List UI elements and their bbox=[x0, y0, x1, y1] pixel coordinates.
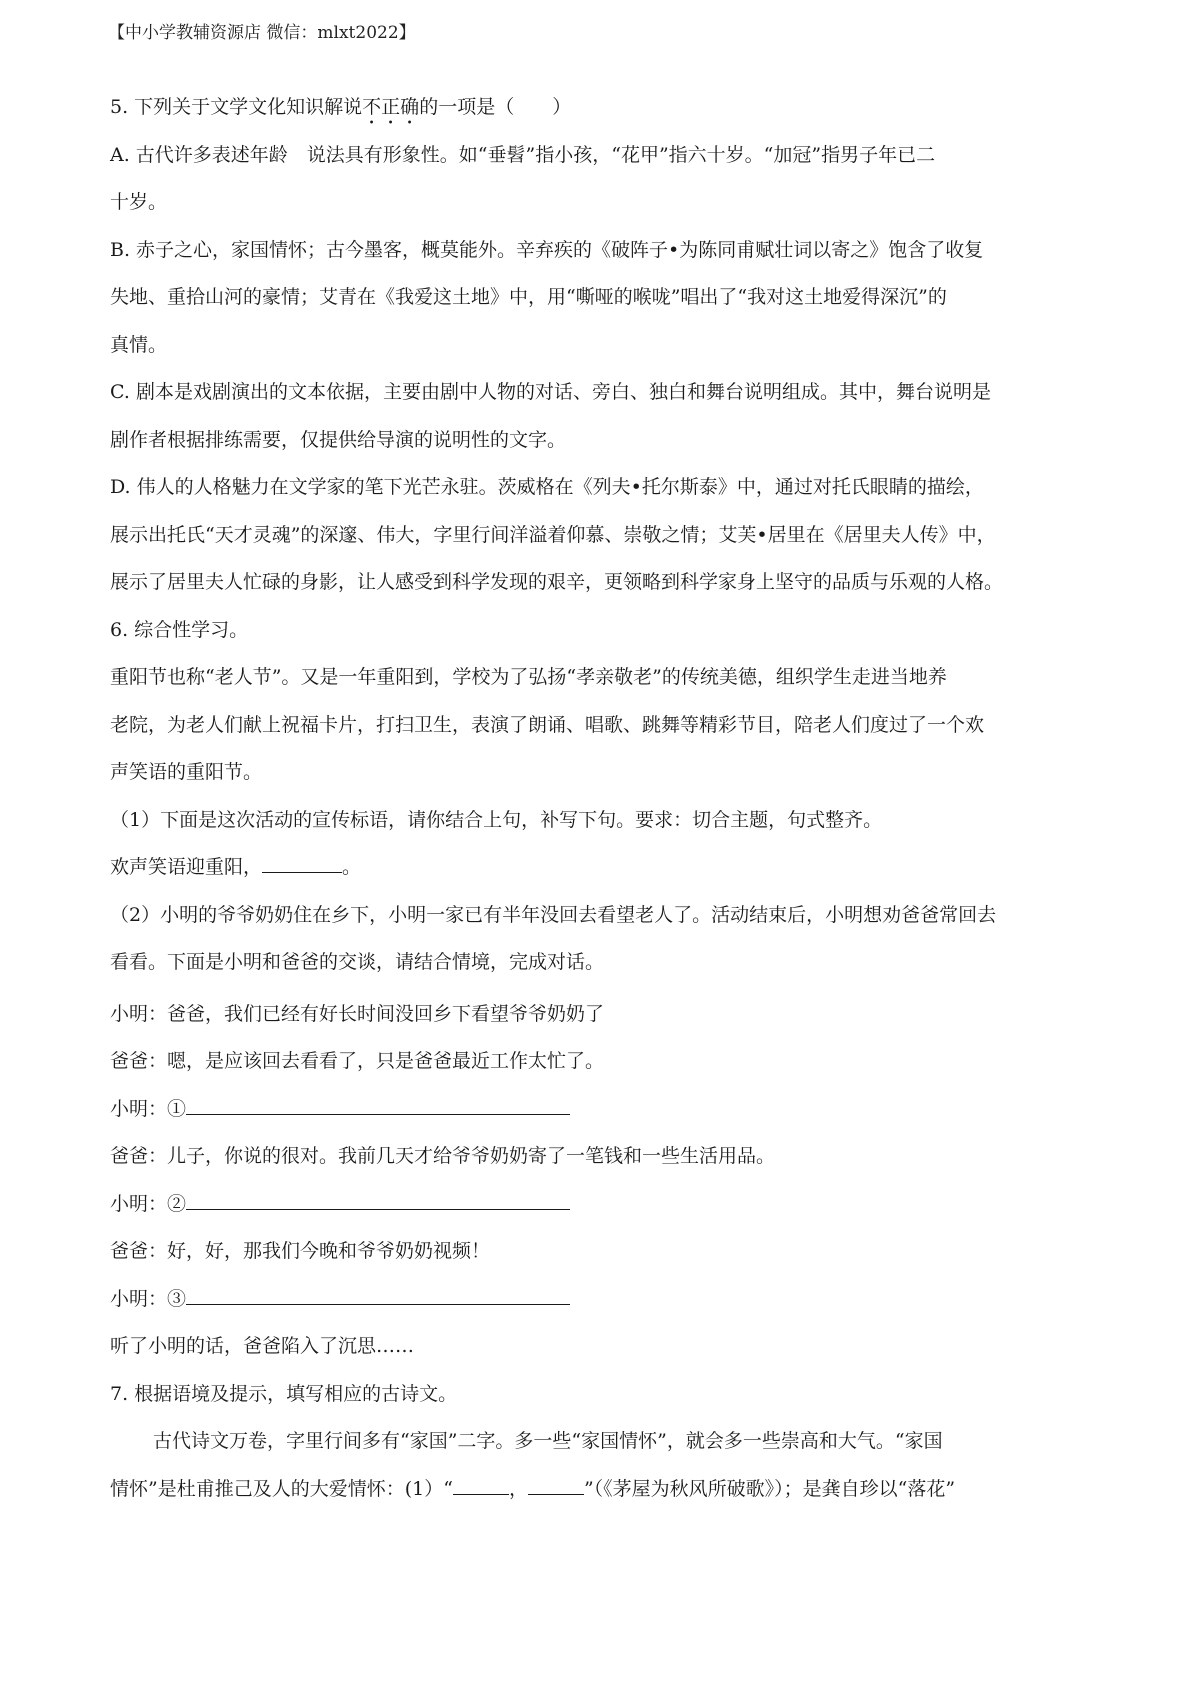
q6-sub1-answer-line bbox=[110, 852, 1100, 900]
dialogue-speaker-3: 小明：③ bbox=[110, 1287, 187, 1310]
dialogue-line-5 bbox=[110, 1189, 1100, 1237]
q5-stem-end: 的一项是（ ） bbox=[419, 96, 572, 118]
q6-paragraph-cont2: 声笑语的重阳节。 bbox=[110, 761, 263, 783]
dialogue-line-4: 爸爸：儿子，你说的很对。我前几天才给爷爷奶奶寄了一笔钱和一些生活用品。 bbox=[110, 1145, 776, 1167]
q5-option-c: C. 剧本是戏剧演出的文本依据，主要由剧中人物的对话、旁白、独白和舞台说明组成。其中，舞台说明是 bbox=[110, 381, 991, 403]
q7-paragraph: 古代诗文万卷，字里行间多有“家国”二字。多一些“家国情怀”，就会多一些崇高和大气。“家国 bbox=[153, 1430, 943, 1452]
dialogue-speaker-2: 小明：② bbox=[110, 1192, 187, 1215]
q7-title: 7. 根据语境及提示，填写相应的古诗文。 bbox=[110, 1382, 458, 1405]
q5-option-b-cont2: 真情。 bbox=[110, 333, 168, 356]
header-watermark: 【中小学教辅资源店 微信：mlxt2022】 bbox=[108, 23, 416, 43]
q5-option-c-cont: 剧作者根据排练需要，仅提供给导演的说明性的文字。 bbox=[110, 428, 567, 451]
poem-blank-2[interactable] bbox=[528, 1474, 584, 1495]
q5-option-d-cont2: 展示了居里夫人忙碌的身影，让人感受到科学发现的艰辛，更领略到科学家身上坚守的品质与乐观的人格。 bbox=[110, 571, 1004, 593]
q6-paragraph-cont: 老院，为老人们献上祝福卡片，打扫卫生，表演了朗诵、唱歌、跳舞等精彩节目，陪老人们度过了一个欢 bbox=[110, 713, 985, 736]
q5-option-d: D. 伟人的人格魅力在文学家的笔下光芒永驻。茨威格在《列夫•托尔斯泰》中，通过对托氏眼睛的描绘， bbox=[110, 476, 984, 498]
slogan-first-half: 欢声笑语迎重阳， bbox=[110, 856, 263, 878]
dialogue-line-1: 小明：爸爸，我们已经有好长时间没回乡下看望爷爷奶奶了 bbox=[110, 1002, 605, 1025]
dialogue-blank-2[interactable] bbox=[186, 1189, 570, 1210]
slogan-period: 。 bbox=[342, 856, 362, 878]
q5-option-a: A. 古代许多表述年龄 说法具有形象性。如“垂髫”指小孩，“花甲”指六十岁。“加冠”指男子年已二 bbox=[110, 143, 936, 166]
q6-sub2-cont: 看看。下面是小明和爸爸的交谈，请结合情境，完成对话。 bbox=[110, 951, 605, 973]
dialogue-line-2: 爸爸：嗯，是应该回去看看了，只是爸爸最近工作太忙了。 bbox=[110, 1050, 605, 1072]
dialogue-blank-3[interactable] bbox=[186, 1284, 570, 1305]
dialogue-line-8: 听了小明的话，爸爸陷入了沉思…… bbox=[110, 1335, 415, 1357]
document-body bbox=[110, 92, 1100, 1521]
dialogue-line-7 bbox=[110, 1284, 1100, 1332]
q6-sub2: （2）小明的爷爷奶奶住在乡下，小明一家已有半年没回去看望老人了。活动结束后，小明想劝爸爸常回去 bbox=[110, 903, 997, 926]
q5-option-b-cont: 失地、重拾山河的豪情；艾青在《我爱这土地》中，用“嘶哑的喉咙”唱出了“我对这土地爱得深沉”的 bbox=[110, 286, 947, 308]
q6-paragraph: 重阳节也称“老人节”。又是一年重阳到，学校为了弘扬“孝亲敬老”的传统美德，组织学生走进当地养 bbox=[110, 666, 947, 688]
poem-blank-1[interactable] bbox=[453, 1474, 509, 1495]
slogan-blank[interactable] bbox=[262, 852, 342, 873]
q5-option-b: B. 赤子之心，家国情怀；古今墨客，概莫能外。辛弃疾的《破阵子•为陈同甫赋壮词以寄之》饱含了收复 bbox=[110, 238, 984, 261]
q5-option-d-cont: 展示出托氏“天才灵魂”的深邃、伟大，字里行间洋溢着仰慕、崇敬之情；艾芙•居里在《居里夫人传》中， bbox=[110, 523, 996, 546]
dialogue-speaker-1: 小明：① bbox=[110, 1097, 187, 1120]
q7-paragraph-cont bbox=[110, 1474, 1100, 1522]
dialogue-blank-1[interactable] bbox=[186, 1094, 570, 1115]
q6-sub1: （1）下面是这次活动的宣传标语，请你结合上句，补写下句。要求：切合主题，句式整齐。 bbox=[110, 808, 883, 831]
q5-emphasis: 不正确 bbox=[362, 96, 420, 118]
dialogue-line-3 bbox=[110, 1094, 1100, 1142]
q7-text-after-blank: ”（《茅屋为秋风所破歌》）；是龚自珍以“落花” bbox=[583, 1477, 956, 1500]
q5-stem bbox=[110, 92, 1100, 140]
q6-title: 6. 综合性学习。 bbox=[110, 618, 249, 641]
q7-text-before-blank: 情怀”是杜甫推己及人的大爱情怀：(1）“ bbox=[110, 1477, 453, 1500]
dialogue-line-6: 爸爸：好，好，那我们今晚和爷爷奶奶视频！ bbox=[110, 1240, 491, 1262]
q5-option-a-cont: 十岁。 bbox=[110, 191, 168, 213]
q7-comma: ， bbox=[508, 1477, 528, 1500]
q5-stem-text: 5. 下列关于文学文化知识解说 bbox=[110, 96, 363, 118]
